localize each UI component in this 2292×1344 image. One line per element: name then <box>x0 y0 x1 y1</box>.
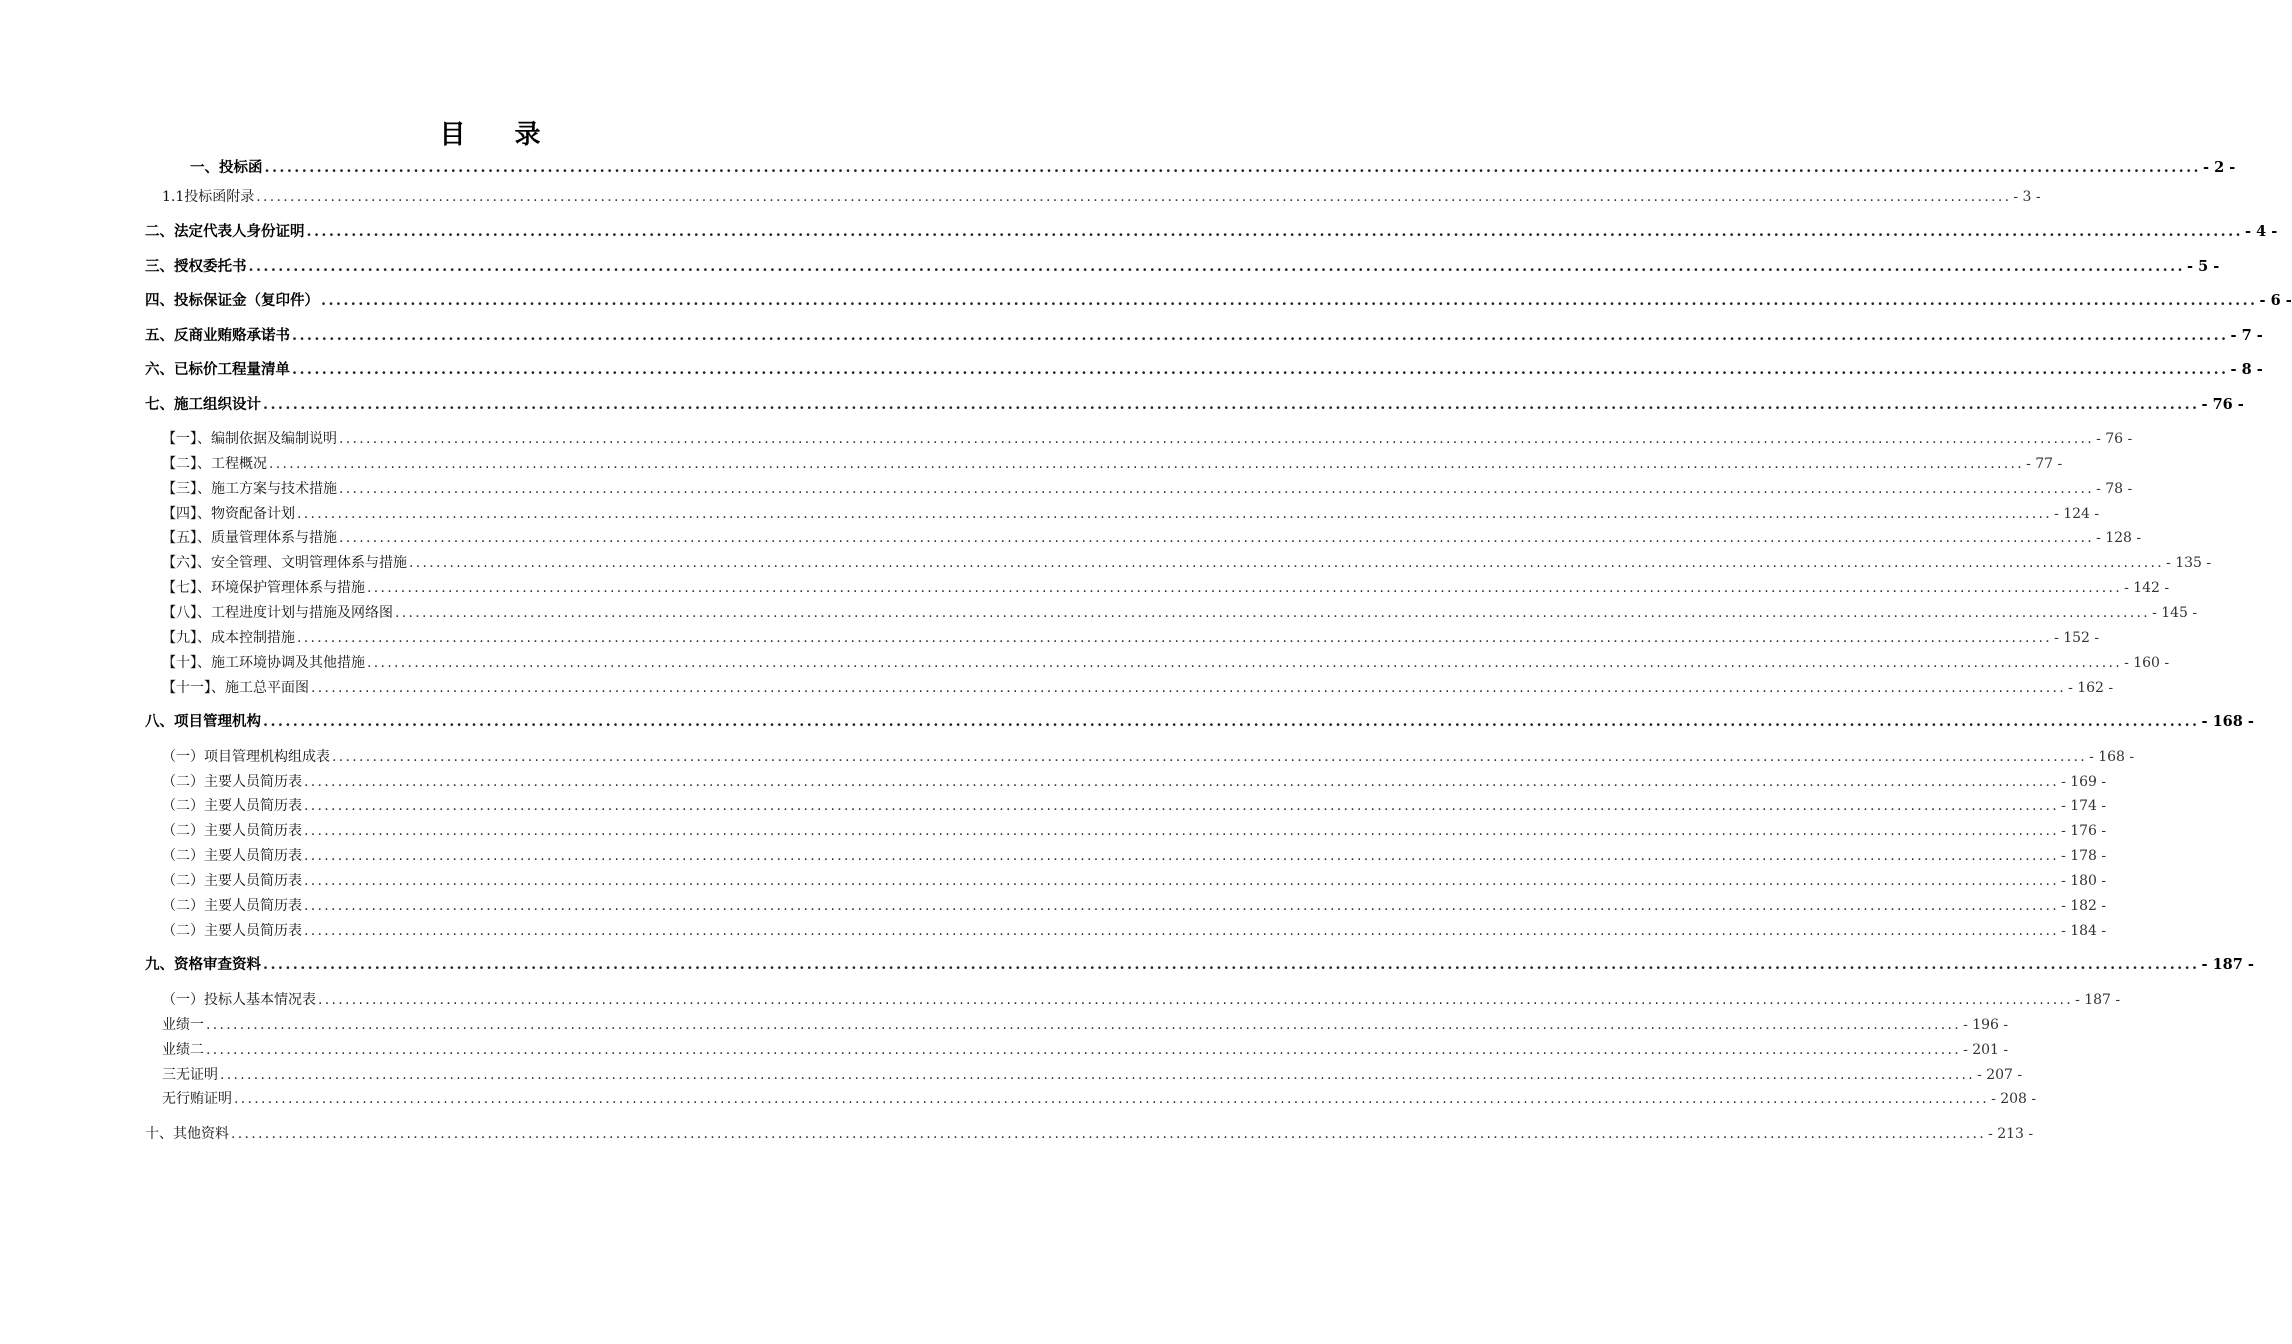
toc-entry[interactable] <box>162 746 2135 768</box>
toc-entry-label: 业绩二 <box>162 1042 204 1058</box>
toc-entry-page-number: - 187 - <box>2075 992 2121 1008</box>
toc-entry-page-number: - 162 - <box>2068 680 2114 696</box>
toc-entry[interactable] <box>145 221 2278 243</box>
dot-leader: .................................................................................................................................................................................................................................................................... <box>304 823 2060 839</box>
toc-entry[interactable] <box>162 1064 2023 1086</box>
dot-leader: .................................................................................................................................................................................................................................................................... <box>206 1017 1962 1033</box>
toc-entry-label: 【七】、环境保护管理体系与措施 <box>162 580 365 596</box>
toc-entry-label: 五、反商业贿赂承诺书 <box>145 327 290 344</box>
toc-entry-page-number: - 7 - <box>2230 327 2263 344</box>
dot-leader: .................................................................................................................................................................................................................................................................... <box>263 396 2200 413</box>
toc-entry-label: 【四】、物资配备计划 <box>162 506 295 522</box>
toc-entry-page-number: - 128 - <box>2096 530 2142 546</box>
dot-leader: .................................................................................................................................................................................................................................................................... <box>292 361 2229 378</box>
toc-entry-page-number: - 6 - <box>2259 292 2292 309</box>
toc-entry[interactable] <box>190 157 2236 179</box>
dot-leader: .................................................................................................................................................................................................................................................................... <box>231 1126 1987 1142</box>
dot-leader: .................................................................................................................................................................................................................................................................... <box>395 605 2151 621</box>
dot-leader: .................................................................................................................................................................................................................................................................... <box>263 956 2200 973</box>
toc-entry-label: 【九】、成本控制措施 <box>162 630 295 646</box>
toc-entry-label: （二）主要人员简历表 <box>162 798 302 814</box>
dot-leader: .................................................................................................................................................................................................................................................................... <box>367 580 2123 596</box>
toc-entry[interactable] <box>162 577 2170 599</box>
toc-entry-page-number: - 152 - <box>2054 630 2100 646</box>
toc-entry-page-number: - 76 - <box>2096 431 2133 447</box>
dot-leader: .................................................................................................................................................................................................................................................................... <box>339 530 2095 546</box>
toc-entry-page-number: - 77 - <box>2026 456 2063 472</box>
toc-entry-page-number: - 142 - <box>2124 580 2170 596</box>
toc-entry-label: 十、其他资料 <box>145 1126 229 1142</box>
dot-leader: .................................................................................................................................................................................................................................................................... <box>409 555 2165 571</box>
toc-entry[interactable] <box>145 325 2263 347</box>
dot-leader: .................................................................................................................................................................................................................................................................... <box>234 1091 1990 1107</box>
toc-entry-page-number: - 76 - <box>2201 396 2244 413</box>
toc-entry-label: 【一】、编制依据及编制说明 <box>162 431 337 447</box>
toc-entry-label: 【八】、工程进度计划与措施及网络图 <box>162 605 393 621</box>
toc-entry-page-number: - 208 - <box>1991 1091 2037 1107</box>
dot-leader: .................................................................................................................................................................................................................................................................... <box>304 798 2060 814</box>
toc-entry-label: 【十一】、施工总平面图 <box>162 680 309 696</box>
toc-entry-page-number: - 3 - <box>2013 189 2041 205</box>
toc-entry[interactable] <box>145 359 2263 381</box>
toc-entry[interactable] <box>145 711 2254 733</box>
dot-leader: .................................................................................................................................................................................................................................................................... <box>304 873 2060 889</box>
toc-entry-page-number: - 168 - <box>2201 713 2254 730</box>
toc-entry-page-number: - 207 - <box>1977 1067 2023 1083</box>
toc-entry-label: 三无证明 <box>162 1067 218 1083</box>
toc-entry-page-number: - 5 - <box>2187 258 2220 275</box>
toc-entry[interactable] <box>162 527 2142 549</box>
toc-entry[interactable] <box>162 428 2133 450</box>
toc-entry-page-number: - 196 - <box>1963 1017 2009 1033</box>
dot-leader: .................................................................................................................................................................................................................................................................... <box>332 749 2088 765</box>
toc-entry[interactable] <box>162 1088 2037 1110</box>
toc-entry[interactable] <box>162 478 2133 500</box>
dot-leader: .................................................................................................................................................................................................................................................................... <box>304 774 2060 790</box>
toc-entry-page-number: - 168 - <box>2089 749 2135 765</box>
toc-entry[interactable] <box>162 186 2041 208</box>
toc-entry-label: （二）主要人员简历表 <box>162 774 302 790</box>
dot-leader: .................................................................................................................................................................................................................................................................... <box>304 848 2060 864</box>
toc-entry[interactable] <box>162 920 2107 942</box>
toc-entry[interactable] <box>145 256 2220 278</box>
toc-entry-label: 三、授权委托书 <box>145 258 247 275</box>
toc-entry-label: （一）投标人基本情况表 <box>162 992 316 1008</box>
toc-entry-page-number: - 178 - <box>2061 848 2107 864</box>
toc-entry[interactable] <box>162 1014 2009 1036</box>
toc-entry-label: （二）主要人员简历表 <box>162 898 302 914</box>
toc-entry-label: 【三】、施工方案与技术措施 <box>162 481 337 497</box>
toc-entry-label: （二）主要人员简历表 <box>162 873 302 889</box>
toc-entry[interactable] <box>162 845 2107 867</box>
toc-entry-page-number: - 176 - <box>2061 823 2107 839</box>
toc-entry-page-number: - 174 - <box>2061 798 2107 814</box>
dot-leader: .................................................................................................................................................................................................................................................................... <box>339 431 2095 447</box>
toc-entry[interactable] <box>162 820 2107 842</box>
dot-leader: .................................................................................................................................................................................................................................................................... <box>256 189 2012 205</box>
toc-entry-page-number: - 187 - <box>2201 956 2254 973</box>
toc-entry[interactable] <box>145 954 2254 976</box>
toc-entry[interactable] <box>162 652 2170 674</box>
toc-entry-label: 1.1投标函附录 <box>162 189 255 205</box>
toc-entry[interactable] <box>145 290 2292 312</box>
toc-entry-page-number: - 124 - <box>2054 506 2100 522</box>
dot-leader: .................................................................................................................................................................................................................................................................... <box>292 327 2229 344</box>
toc-entry[interactable] <box>162 870 2107 892</box>
dot-leader: .................................................................................................................................................................................................................................................................... <box>269 456 2025 472</box>
toc-entry-label: 九、资格审查资料 <box>145 956 261 973</box>
toc-entry[interactable] <box>145 1123 2034 1145</box>
toc-entry[interactable] <box>162 677 2114 699</box>
toc-entry[interactable] <box>162 895 2107 917</box>
toc-entry-page-number: - 135 - <box>2166 555 2212 571</box>
toc-entry-page-number: - 160 - <box>2124 655 2170 671</box>
toc-entry[interactable] <box>162 627 2100 649</box>
toc-entry-label: 六、已标价工程量清单 <box>145 361 290 378</box>
toc-entry[interactable] <box>162 602 2198 624</box>
toc-entry-page-number: - 184 - <box>2061 923 2107 939</box>
toc-entry-label: 一、投标函 <box>190 159 263 176</box>
dot-leader: .................................................................................................................................................................................................................................................................... <box>304 923 2060 939</box>
dot-leader: .................................................................................................................................................................................................................................................................... <box>311 680 2067 696</box>
dot-leader: .................................................................................................................................................................................................................................................................... <box>248 258 2186 275</box>
toc-entry-label: 【十】、施工环境协调及其他措施 <box>162 655 365 671</box>
page-title: 目 录 <box>439 120 561 150</box>
toc-entry-label: （一）项目管理机构组成表 <box>162 749 330 765</box>
toc-entry[interactable] <box>162 771 2107 793</box>
toc-entry[interactable] <box>162 1039 2009 1061</box>
toc-entry-label: （二）主要人员简历表 <box>162 923 302 939</box>
dot-leader: .................................................................................................................................................................................................................................................................... <box>318 992 2074 1008</box>
toc-entry[interactable] <box>162 989 2121 1011</box>
toc-entry-label: （二）主要人员简历表 <box>162 823 302 839</box>
toc-entry-page-number: - 145 - <box>2152 605 2198 621</box>
toc-entry-label: 【六】、安全管理、文明管理体系与措施 <box>162 555 407 571</box>
toc-entry-page-number: - 2 - <box>2203 159 2236 176</box>
toc-entry-label: （二）主要人员简历表 <box>162 848 302 864</box>
dot-leader: .................................................................................................................................................................................................................................................................... <box>339 481 2095 497</box>
dot-leader: .................................................................................................................................................................................................................................................................... <box>321 292 2258 309</box>
toc-entry-page-number: - 169 - <box>2061 774 2107 790</box>
toc-entry-page-number: - 4 - <box>2245 223 2278 240</box>
dot-leader: .................................................................................................................................................................................................................................................................... <box>220 1067 1976 1083</box>
dot-leader: .................................................................................................................................................................................................................................................................... <box>264 159 2202 176</box>
toc-entry-page-number: - 182 - <box>2061 898 2107 914</box>
toc-entry[interactable] <box>162 503 2100 525</box>
toc-entry[interactable] <box>145 394 2244 416</box>
dot-leader: .................................................................................................................................................................................................................................................................... <box>297 630 2053 646</box>
toc-entry-page-number: - 78 - <box>2096 481 2133 497</box>
toc-entry-label: 【五】、质量管理体系与措施 <box>162 530 337 546</box>
dot-leader: .................................................................................................................................................................................................................................................................... <box>306 223 2244 240</box>
toc-entry-label: 七、施工组织设计 <box>145 396 261 413</box>
dot-leader: .................................................................................................................................................................................................................................................................... <box>263 713 2200 730</box>
toc-entry-label: 四、投标保证金（复印件） <box>145 292 319 309</box>
toc-entry-page-number: - 8 - <box>2230 361 2263 378</box>
dot-leader: .................................................................................................................................................................................................................................................................... <box>367 655 2123 671</box>
toc-entry[interactable] <box>162 453 2063 475</box>
toc-entry-label: 八、项目管理机构 <box>145 713 261 730</box>
toc-entry[interactable] <box>162 552 2212 574</box>
dot-leader: .................................................................................................................................................................................................................................................................... <box>206 1042 1962 1058</box>
toc-entry-label: 业绩一 <box>162 1017 204 1033</box>
dot-leader: .................................................................................................................................................................................................................................................................... <box>297 506 2053 522</box>
toc-entry-page-number: - 213 - <box>1988 1126 2034 1142</box>
toc-entry[interactable] <box>162 795 2107 817</box>
toc-entry-label: 二、法定代表人身份证明 <box>145 223 305 240</box>
toc-entry-page-number: - 201 - <box>1963 1042 2009 1058</box>
toc-entry-page-number: - 180 - <box>2061 873 2107 889</box>
dot-leader: .................................................................................................................................................................................................................................................................... <box>304 898 2060 914</box>
toc-entry-label: 无行贿证明 <box>162 1091 232 1107</box>
toc-entry-label: 【二】、工程概况 <box>162 456 267 472</box>
